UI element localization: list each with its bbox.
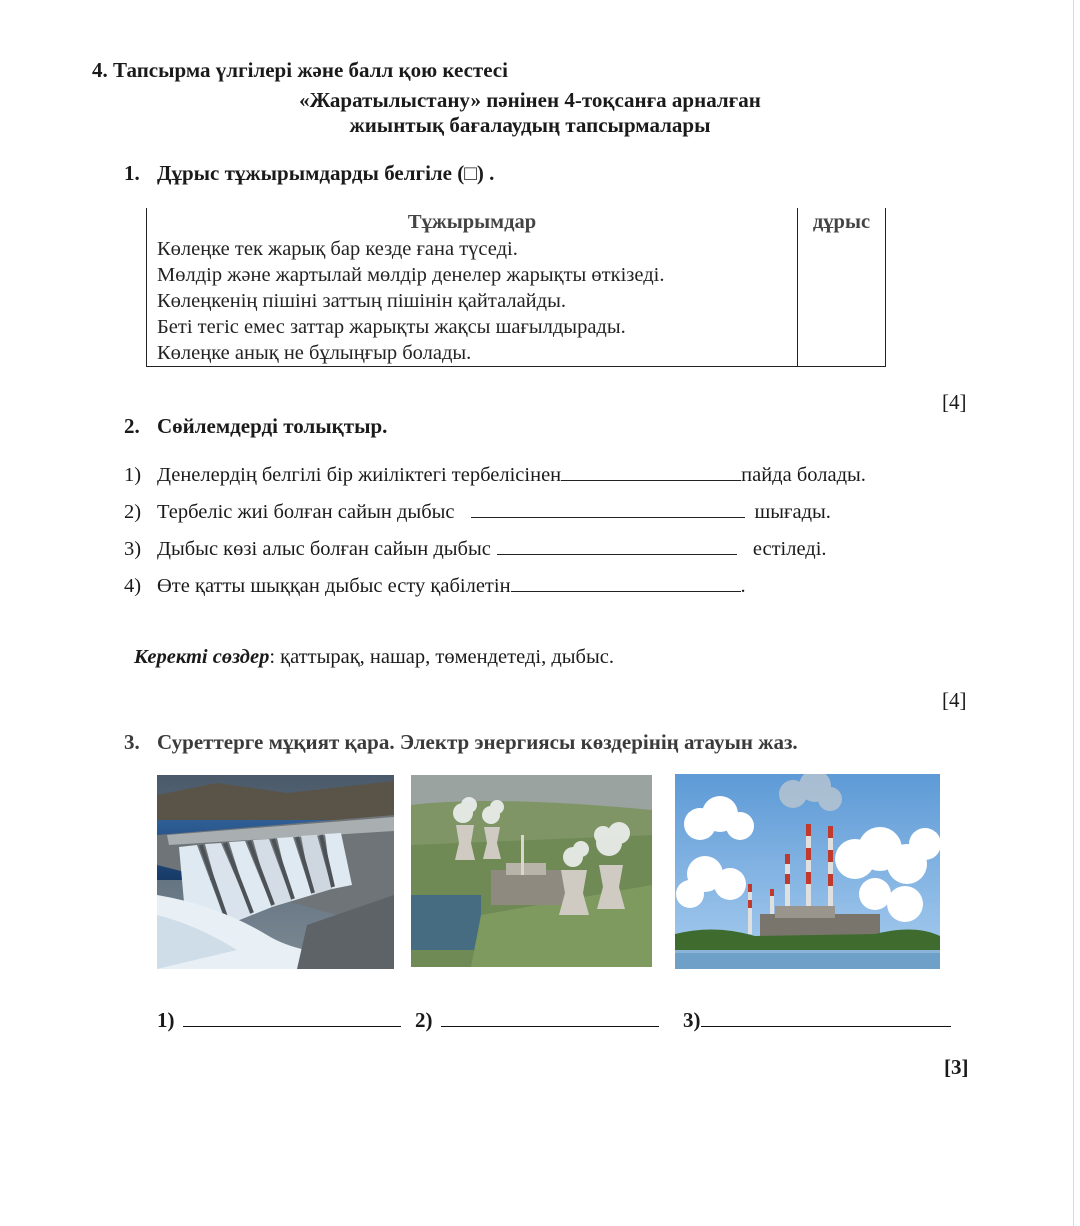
statement-text: Беті тегіс емес заттар жарықты жақсы шағылдырады. <box>147 314 798 340</box>
table-row <box>147 236 886 262</box>
sentence-number: 3) <box>124 538 142 560</box>
sentence-after: шығады. <box>754 501 831 523</box>
word-bank-label: Керекті сөздер <box>134 646 270 668</box>
table-row <box>147 262 886 288</box>
task2-number: 2. <box>124 414 140 438</box>
sentence-before: Дыбыс көзі алыс болған сайын дыбыс <box>157 538 491 560</box>
statement-text: Көлеңке анық не бұлыңғыр болады. <box>147 340 798 367</box>
answer-line[interactable] <box>441 1006 659 1027</box>
correct-cell[interactable] <box>798 314 886 340</box>
task1-prompt: Дұрыс тұжырымдарды белгіле (□) . <box>157 161 495 185</box>
task2-heading <box>124 414 387 439</box>
sentence-1 <box>124 462 866 487</box>
thermal-plant-image <box>675 774 940 969</box>
answer-2 <box>415 1006 659 1033</box>
answer-label: 3) <box>683 1008 701 1032</box>
task2-prompt: Сөйлемдерді толықтыр. <box>157 414 388 438</box>
nuclear-plant-image <box>411 775 652 967</box>
table-row <box>147 340 886 367</box>
sentence-after: пайда болады. <box>741 464 866 486</box>
sentence-number: 2) <box>124 501 142 523</box>
sentence-after: естіледі. <box>752 538 827 560</box>
correct-cell[interactable] <box>798 288 886 314</box>
sentence-before: Өте қатты шыққан дыбыс есту қабілетін <box>157 575 511 597</box>
sentence-before: Тербеліс жиі болған сайын дыбыс <box>157 501 455 523</box>
correct-cell[interactable] <box>798 340 886 367</box>
sentence-2 <box>124 499 831 524</box>
correct-cell[interactable] <box>798 236 886 262</box>
answer-line[interactable] <box>183 1006 401 1027</box>
task3-score: [3] <box>944 1055 969 1079</box>
statement-text: Көлеңке тек жарық бар кезде ғана түседі. <box>147 236 798 262</box>
table-header-row <box>147 208 886 236</box>
statements-table <box>146 208 886 367</box>
statement-text: Мөлдір және жартылай мөлдір денелер жарықты өткізеді. <box>147 262 798 288</box>
section-title: 4. Тапсырма үлгілері және балл қою кестесі <box>92 58 508 82</box>
col-correct: дұрыс <box>798 208 886 236</box>
answer-label: 1) <box>157 1008 175 1032</box>
word-bank <box>134 646 614 669</box>
task2-score: [4] <box>942 688 967 712</box>
answer-blank[interactable] <box>497 536 737 555</box>
table-row <box>147 288 886 314</box>
sentence-number: 4) <box>124 575 142 597</box>
answer-blank[interactable] <box>511 573 741 592</box>
task1-heading <box>124 161 494 186</box>
answer-line[interactable] <box>701 1006 951 1027</box>
statement-text: Көлеңкенің пішіні заттың пішінін қайталайды. <box>147 288 798 314</box>
answer-3 <box>683 1006 951 1033</box>
sentence-number: 1) <box>124 464 142 486</box>
hydro-dam-image <box>157 775 394 969</box>
page-edge <box>1073 0 1074 1226</box>
word-bank-list: : қаттырақ, нашар, төмендетеді, дыбыс. <box>269 646 614 668</box>
task1-score: [4] <box>942 390 967 414</box>
subtitle-line2: жиынтық бағалаудың тапсырмалары <box>349 113 711 137</box>
sentence-4 <box>124 573 746 598</box>
answer-blank[interactable] <box>561 462 741 481</box>
task3-prompt: Суреттерге мұқият қара. Электр энергиясы көздерінің атауын жаз. <box>157 730 798 754</box>
col-statements: Тұжырымдар <box>147 208 798 236</box>
sentence-3 <box>124 536 827 561</box>
answer-1 <box>157 1006 401 1033</box>
subtitle-line1: «Жаратылыстану» пәнінен 4-тоқсанға арналған <box>299 88 761 112</box>
answer-label: 2) <box>415 1008 433 1032</box>
correct-cell[interactable] <box>798 262 886 288</box>
task3-heading <box>124 730 798 755</box>
task1-number: 1. <box>124 161 140 185</box>
task3-number: 3. <box>124 730 140 754</box>
table-row <box>147 314 886 340</box>
sentence-before: Денелердің белгілі бір жиіліктегі тербелісінен <box>157 464 562 486</box>
answer-blank[interactable] <box>471 499 745 518</box>
sentence-after: . <box>740 575 746 597</box>
